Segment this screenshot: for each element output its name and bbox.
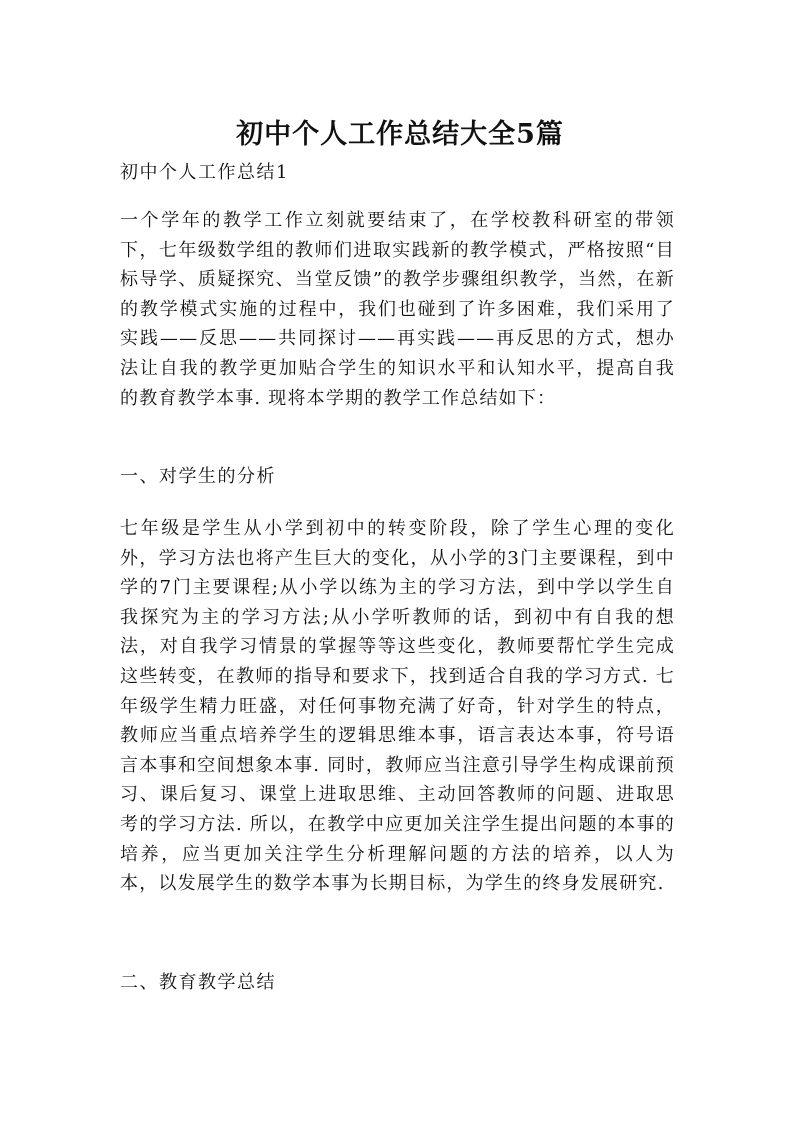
document-subtitle: 初中个人工作总结1 [120,162,289,183]
document-title: 初中个人工作总结大全5篇 [236,119,564,150]
paragraph-intro: 一个学年的教学工作立刻就要结束了，在学校教科研室的带领下，七年级数学组的教师们进取实践新的教学模式，严格按照“目标导学、质疑探究、当堂反馈”的教学步骤组织教学，当然，在新的教学模式实施的过程中，我们也碰到了许多困难，我们采用了实践——反思——共同探讨——再实践——再反思的方式，想办法让自我的教学更加贴合学生的知识水平和认知水平，提高自我的教育教学本事. 现将本学期的教学工作总结如下： [120,210,675,409]
paragraph-student-analysis: 七年级是学生从小学到初中的转变阶段，除了学生心理的变化外，学习方法也将产生巨大的变化，从小学的3门主要课程，到中学的7门主要课程;从小学以练为主的学习方法，到中学以学生自我探究为主的学习方法;从小学听教师的话，到初中有自我的想法，对自我学习情景的掌握等等这些变化，教师要帮忙学生完成这些转变，在教师的指导和要求下，找到适合自我的学习方式. 七年级学生精力旺盛，对任何事物充满了好奇，针对学生的特点，教师应当重点培养学生的逻辑思维本事，语言表达本事，符号语言本事和空间想象本事. 同时，教师应当注意引导学生构成课前预习、课后复习、课堂上进取思维、主动回答教师的问题、进取思考的学习方法. 所以，在教学中应更加关注学生提出问题的本事的培养，应当更加关注学生分析理解问题的方法的培养，以人为本，以发展学生的数学本事为长期目标，为学生的终身发展研究. [120,518,675,895]
section-heading-1: 一、对学生的分析 [120,466,276,487]
section-heading-2: 二、教育教学总结 [120,972,276,993]
